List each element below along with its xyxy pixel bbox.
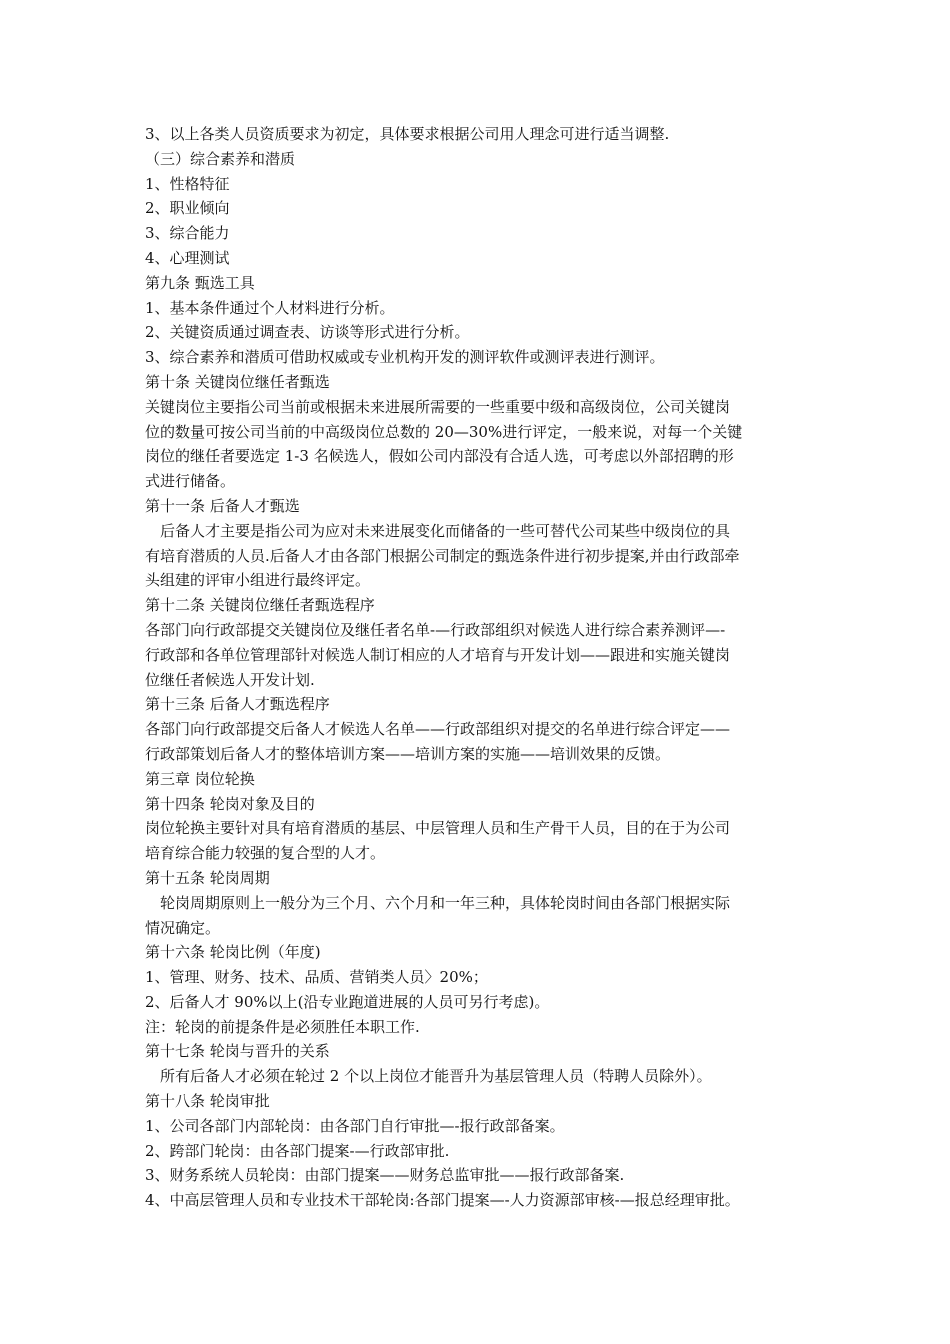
article-heading: 第十一条 后备人才甄选: [145, 496, 300, 515]
note-line: 注：轮岗的前提条件是必须胜任本职工作.: [145, 1017, 420, 1036]
article-heading: 第十四条 轮岗对象及目的: [145, 794, 315, 813]
list-item: 2、后备人才 90%以上(沿专业跑道进展的人员可另行考虑)。: [145, 992, 550, 1011]
text-line: 3、以上各类人员资质要求为初定，具体要求根据公司用人理念可进行适当调整.: [145, 125, 670, 143]
list-item: 2、职业倾向: [145, 199, 230, 218]
paragraph-line: 岗位轮换主要针对具有培育潜质的基层、中层管理人员和生产骨干人员，目的在于为公司: [145, 819, 731, 838]
article-heading: 第十六条 轮岗比例（年度): [145, 943, 321, 962]
paragraph-line: 位的数量可按公司当前的中高级岗位总数的 20—30%进行评定，一般来说，对每一个关键: [145, 422, 743, 441]
paragraph-line: 头组建的评审小组进行最终评定。: [145, 571, 371, 590]
list-item: 3、综合能力: [145, 224, 230, 243]
article-heading: 第十七条 轮岗与晋升的关系: [145, 1042, 330, 1061]
list-item: 3、综合素养和潜质可借助权威或专业机构开发的测评软件或测评表进行测评。: [145, 348, 665, 367]
list-item: 1、管理、财务、技术、品质、营销类人员〉20%；: [145, 968, 488, 987]
paragraph-line: 培育综合能力较强的复合型的人才。: [145, 844, 386, 863]
document-body: [145, 122, 807, 1213]
list-item: 1、公司各部门内部轮岗：由各部门自行审批—-报行政部备案。: [145, 1116, 565, 1135]
list-item: 1、性格特征: [145, 174, 230, 193]
article-heading: 第十五条 轮岗周期: [145, 868, 270, 887]
article-heading: 第九条 甄选工具: [145, 273, 255, 292]
section-heading: （三）综合素养和潜质: [145, 149, 296, 168]
article-heading: 第十三条 后备人才甄选程序: [145, 695, 330, 714]
paragraph-line: 各部门向行政部提交关键岗位及继任者名单-—行政部组织对候选人进行综合素养测评—-: [145, 620, 726, 639]
list-item: 3、财务系统人员轮岗：由部门提案——财务总监审批——报行政部备案.: [145, 1166, 625, 1185]
paragraph-line: 后备人才主要是指公司为应对未来进展变化而储备的一些可替代公司某些中级岗位的具: [160, 521, 731, 540]
paragraph-line: 位继任者候选人开发计划.: [145, 670, 315, 689]
chapter-heading: 第三章 岗位轮换: [145, 769, 255, 788]
paragraph-line: 轮岗周期原则上一般分为三个月、六个月和一年三种，具体轮岗时间由各部门根据实际: [160, 893, 731, 912]
list-item: 1、基本条件通过个人材料进行分析。: [145, 298, 395, 317]
paragraph-line: 所有后备人才必须在轮过 2 个以上岗位才能晋升为基层管理人员（特聘人员除外）。: [160, 1067, 712, 1086]
paragraph-line: 情况确定。: [145, 918, 221, 937]
paragraph-line: 岗位的继任者要选定 1-3 名候选人，假如公司内部没有合适人选，可考虑以外部招聘的形: [145, 447, 734, 466]
list-item: 4、心理测试: [145, 248, 230, 267]
paragraph-line: 有培育潜质的人员.后备人才由各部门根据公司制定的甄选条件进行初步提案,并由行政部牵: [145, 546, 740, 565]
list-item: 2、跨部门轮岗：由各部门提案-—行政部审批.: [145, 1141, 450, 1160]
list-item: 2、关键资质通过调查表、访谈等形式进行分析。: [145, 323, 470, 342]
paragraph-line: 关键岗位主要指公司当前或根据未来进展所需要的一些重要中级和高级岗位，公司关键岗: [145, 397, 731, 416]
list-item: 4、中高层管理人员和专业技术干部轮岗:各部门提案—-人力资源部审核-—报总经理审批。: [145, 1191, 740, 1210]
paragraph-line: 行政部和各单位管理部针对候选人制订相应的人才培育与开发计划——跟进和实施关键岗: [145, 645, 731, 664]
article-heading: 第十八条 轮岗审批: [145, 1092, 270, 1111]
paragraph-line: 行政部策划后备人才的整体培训方案——培训方案的实施——培训效果的反馈。: [145, 744, 671, 763]
article-heading: 第十条 关键岗位继任者甄选: [145, 372, 330, 391]
article-heading: 第十二条 关键岗位继任者甄选程序: [145, 596, 375, 615]
paragraph-line: 式进行储备。: [145, 472, 236, 491]
paragraph-line: 各部门向行政部提交后备人才候选人名单——行政部组织对提交的名单进行综合评定——: [145, 720, 731, 739]
